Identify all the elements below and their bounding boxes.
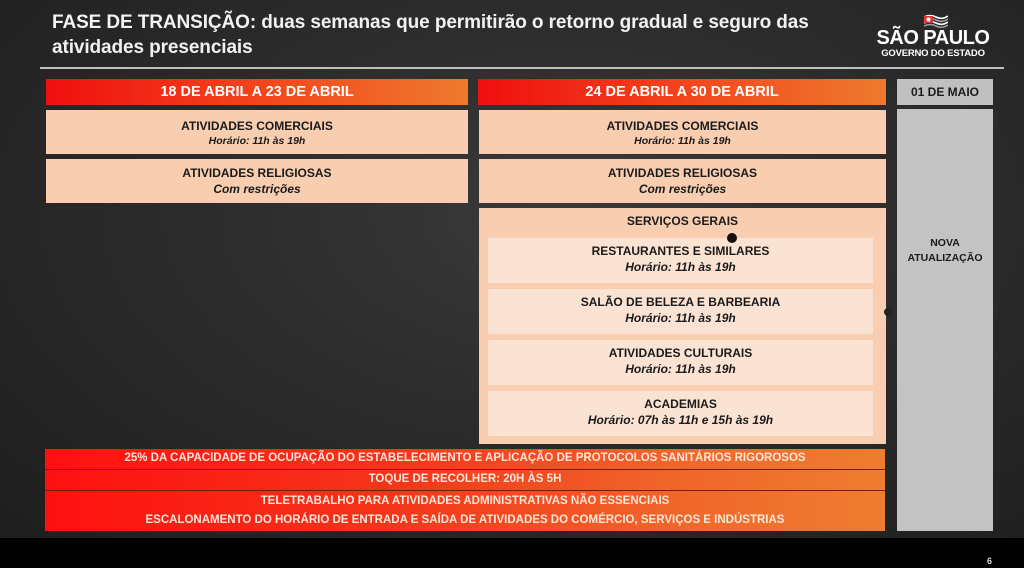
servicos-gerais-panel	[479, 208, 886, 444]
service-detail: Horário: 11h às 19h	[625, 260, 736, 274]
footer-bar	[0, 538, 1024, 568]
cursor-dot-icon	[884, 308, 892, 316]
card-detail: Horário: 11h às 19h	[208, 135, 306, 147]
service-item-restaurantes	[488, 238, 873, 283]
card-detail: Horário: 11h às 19h	[634, 135, 731, 147]
band-text: ESCALONAMENTO DO HORÁRIO DE ENTRADA E SAÍDA DE ATIVIDADES DO COMÉRCIO, SERVIÇOS E INDÚSTRIAS	[145, 514, 785, 526]
band-text: 25% DA CAPACIDADE DE OCUPAÇÃO DO ESTABELECIMENTO E APLICAÇÃO DE PROTOCOLOS SANITÁRIOS RIGOROSOS	[124, 452, 806, 464]
band-teletrabalho	[45, 491, 885, 531]
band-capacidade	[45, 449, 885, 469]
service-detail: Horário: 11h às 19h	[625, 311, 736, 325]
page-number: 6	[986, 556, 992, 566]
card-atividades-religiosas	[46, 159, 468, 203]
service-title: RESTAURANTES E SIMILARES	[591, 244, 770, 258]
period-header-3	[897, 79, 993, 105]
card-title: ATIVIDADES COMERCIAIS	[606, 119, 759, 133]
services-title: SERVIÇOS GERAIS	[626, 214, 739, 228]
period-header-label: 24 DE ABRIL A 30 DE ABRIL	[585, 84, 779, 100]
service-title: ATIVIDADES CULTURAIS	[608, 346, 753, 360]
nova-atualizacao-panel	[897, 109, 993, 531]
service-detail: Horário: 07h às 11h e 15h às 19h	[587, 413, 774, 427]
period-header-2	[478, 79, 886, 105]
service-title: ACADEMIAS	[644, 397, 717, 411]
slide-title: FASE DE TRANSIÇÃO: duas semanas que permitirão o retorno gradual e seguro das atividades presenciais	[52, 12, 809, 58]
card-atividades-comerciais	[479, 110, 886, 154]
card-title: ATIVIDADES COMERCIAIS	[181, 119, 333, 133]
card-atividades-religiosas	[479, 159, 886, 203]
logo-subtitle: GOVERNO DO ESTADO	[881, 48, 985, 59]
period-header-label: 01 DE MAIO	[910, 85, 979, 99]
band-text: TOQUE DE RECOLHER: 20H ÀS 5H	[368, 473, 562, 485]
sao-paulo-logo	[868, 12, 998, 58]
card-atividades-comerciais	[46, 110, 468, 154]
band-toque-recolher	[45, 470, 885, 490]
service-detail: Horário: 11h às 19h	[625, 362, 736, 376]
period-header-label: 18 DE ABRIL A 23 DE ABRIL	[160, 84, 354, 100]
card-title: ATIVIDADES RELIGIOSAS	[182, 166, 332, 180]
cursor-dot-icon	[727, 233, 737, 243]
logo-name: SÃO PAULO	[876, 27, 990, 49]
nova-atualizacao-label: NOVA ATUALIZAÇÃO	[907, 237, 983, 264]
service-item-salao	[488, 289, 873, 334]
service-item-culturais	[488, 340, 873, 385]
sao-paulo-flag-icon	[922, 14, 948, 28]
card-title: ATIVIDADES RELIGIOSAS	[607, 166, 758, 180]
service-title: SALÃO DE BELEZA E BARBEARIA	[580, 295, 781, 309]
service-item-academias	[488, 391, 873, 436]
title-divider	[40, 67, 1004, 69]
card-detail: Com restrições	[638, 182, 727, 196]
period-header-1	[46, 79, 468, 105]
card-detail: Com restrições	[213, 182, 301, 196]
band-text: TELETRABALHO PARA ATIVIDADES ADMINISTRATIVAS NÃO ESSENCIAIS	[260, 495, 670, 507]
